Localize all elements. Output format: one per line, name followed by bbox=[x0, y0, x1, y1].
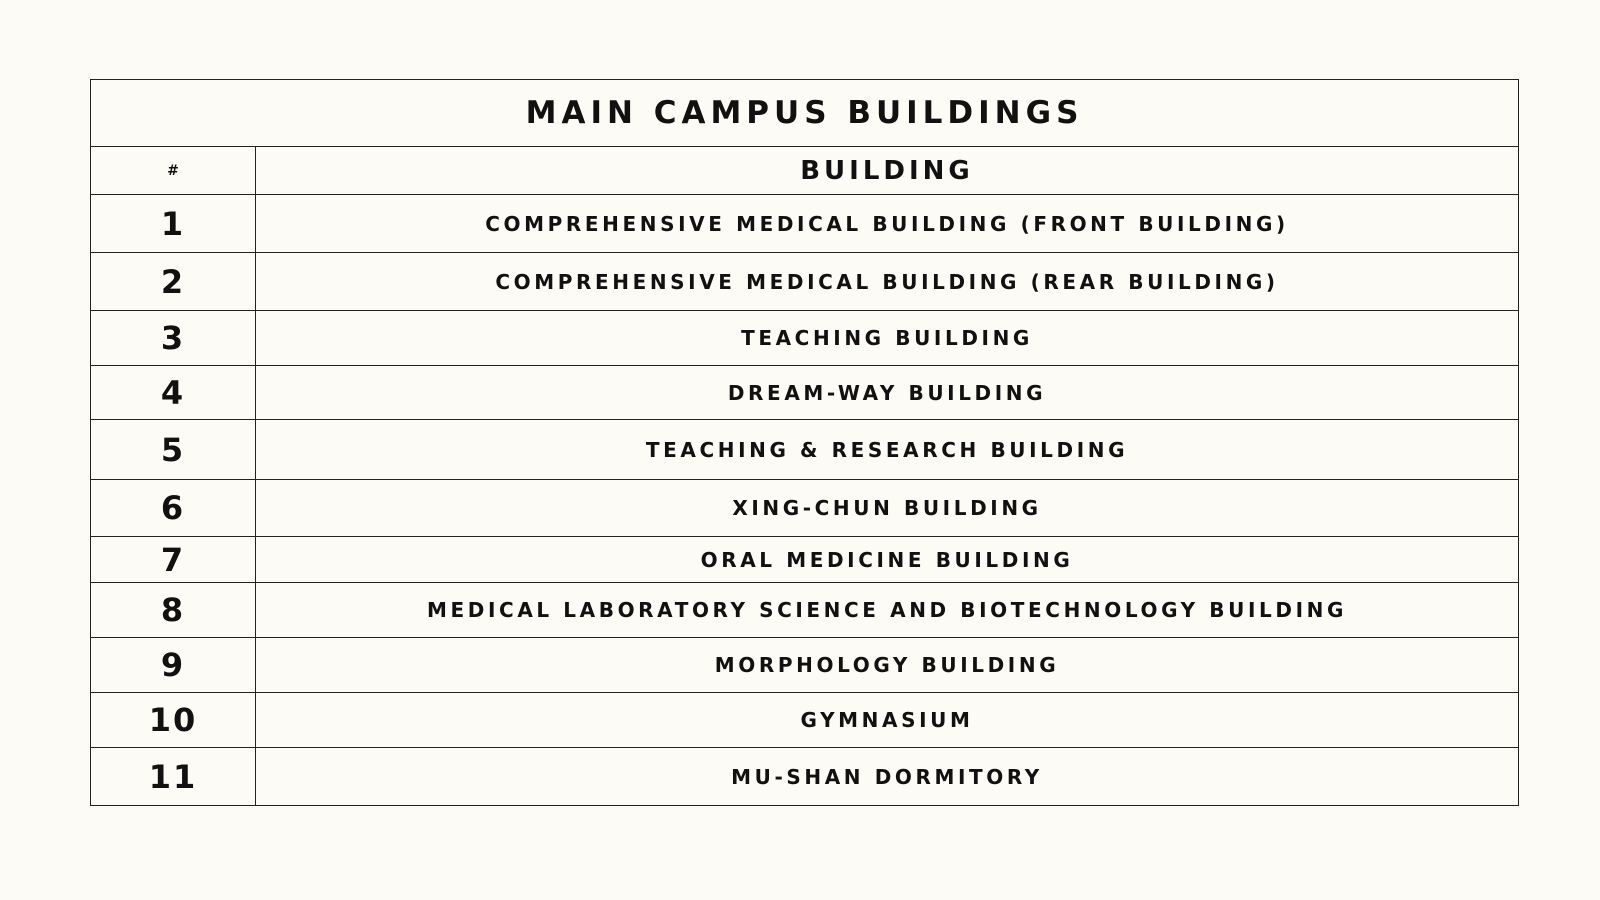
column-header-building: BUILDING bbox=[256, 147, 1519, 195]
row-number: 1 bbox=[91, 195, 256, 253]
table-row bbox=[91, 253, 1519, 311]
row-building-name: MEDICAL LABORATORY SCIENCE AND BIOTECHNOLOGY BUILDING bbox=[256, 583, 1519, 638]
table-row bbox=[91, 583, 1519, 638]
header-row bbox=[91, 147, 1519, 195]
table-row bbox=[91, 748, 1519, 806]
row-number: 5 bbox=[91, 420, 256, 480]
table-row bbox=[91, 693, 1519, 748]
buildings-table bbox=[90, 79, 1519, 806]
row-number: 9 bbox=[91, 638, 256, 693]
table-title: MAIN CAMPUS BUILDINGS bbox=[91, 80, 1519, 147]
table-row bbox=[91, 195, 1519, 253]
row-building-name: DREAM-WAY BUILDING bbox=[256, 366, 1519, 420]
row-number: 3 bbox=[91, 311, 256, 366]
row-number: 10 bbox=[91, 693, 256, 748]
row-building-name: XING-CHUN BUILDING bbox=[256, 480, 1519, 537]
row-number: 6 bbox=[91, 480, 256, 537]
row-number: 7 bbox=[91, 537, 256, 583]
table-row bbox=[91, 311, 1519, 366]
row-number: 2 bbox=[91, 253, 256, 311]
table-row bbox=[91, 480, 1519, 537]
table-row bbox=[91, 366, 1519, 420]
table-row bbox=[91, 537, 1519, 583]
row-building-name: MU-SHAN DORMITORY bbox=[256, 748, 1519, 806]
table-row bbox=[91, 420, 1519, 480]
row-number: 11 bbox=[91, 748, 256, 806]
row-building-name: TEACHING BUILDING bbox=[256, 311, 1519, 366]
title-row bbox=[91, 80, 1519, 147]
row-number: 8 bbox=[91, 583, 256, 638]
row-building-name: COMPREHENSIVE MEDICAL BUILDING (REAR BUILDING) bbox=[256, 253, 1519, 311]
row-building-name: MORPHOLOGY BUILDING bbox=[256, 638, 1519, 693]
row-building-name: COMPREHENSIVE MEDICAL BUILDING (FRONT BUILDING) bbox=[256, 195, 1519, 253]
buildings-table-container bbox=[90, 79, 1518, 806]
table-row bbox=[91, 638, 1519, 693]
row-building-name: ORAL MEDICINE BUILDING bbox=[256, 537, 1519, 583]
row-building-name: GYMNASIUM bbox=[256, 693, 1519, 748]
column-header-number: # bbox=[91, 147, 256, 195]
row-building-name: TEACHING & RESEARCH BUILDING bbox=[256, 420, 1519, 480]
row-number: 4 bbox=[91, 366, 256, 420]
